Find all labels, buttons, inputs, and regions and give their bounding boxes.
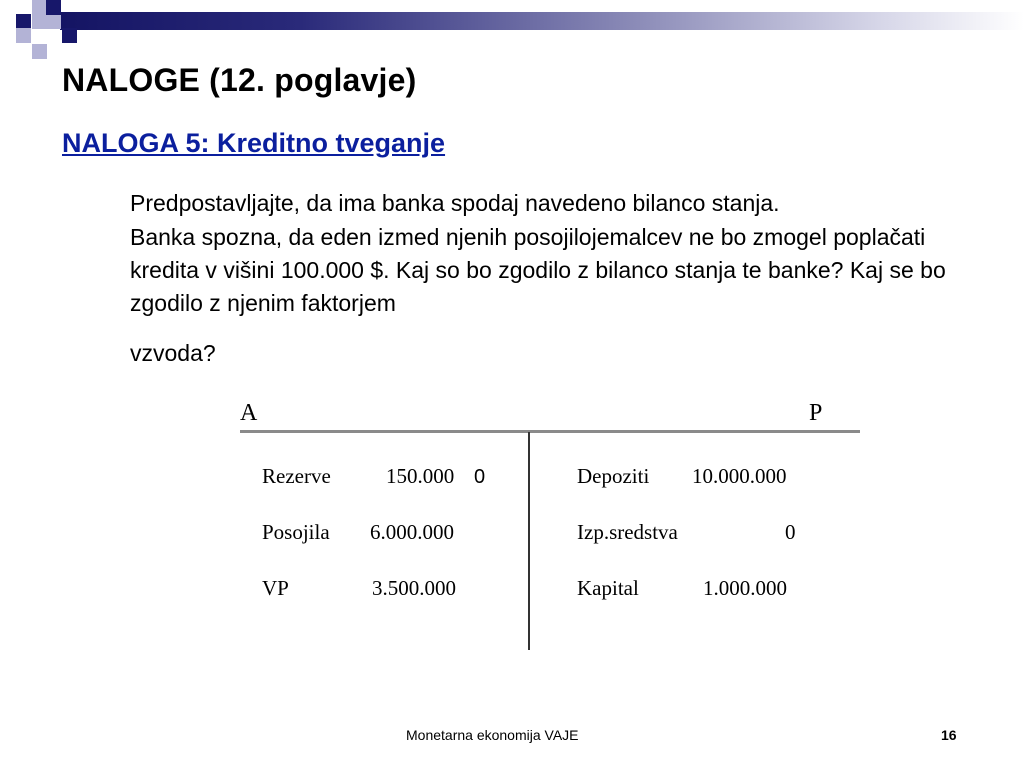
header-square-decor [32,44,47,59]
assets-header: A [240,400,258,426]
task-heading: NALOGA 5: Kreditno tveganje [62,128,446,158]
header-square-decor [46,0,61,15]
asset-value: 6.000.000 [370,520,454,544]
balance-sheet [236,396,862,652]
footer-text: Monetarna ekonomija VAJE [406,727,579,743]
task-text-last: vzvoda? [130,340,216,366]
header-square-decor [46,14,61,29]
liability-value: 1.000.000 [703,576,787,600]
header-square-decor [62,28,77,43]
liability-value: 0 [785,520,796,544]
liability-value: 10.000.000 [692,464,787,488]
task-text-body: Banka spozna, da eden izmed njenih posojilojemalcev ne bo zmogel poplačati kredita v višini 100.000 $. Kaj so bo zgodilo z bilanco stanja te banke? Kaj se bo zgodilo z njenim faktorjem [130,224,946,316]
asset-value: 3.500.000 [372,576,456,600]
balance-sheet-rule [240,430,860,433]
slide-title: NALOGE (12. poglavje) [62,62,417,98]
liability-label: Izp.sredstva [577,520,678,544]
asset-value: 150.000 [386,464,455,488]
asset-label: Posojila [262,520,330,544]
asset-label: Rezerve [262,464,331,488]
asset-label: VP [262,576,289,600]
header-square-decor [32,14,47,29]
reserve-annotation: 0 [474,466,486,488]
liability-label: Kapital [577,576,639,600]
balance-sheet-divider [528,432,530,650]
liabilities-header: P [809,400,823,426]
header-gradient-bar [60,12,1024,30]
task-text-first-line: Predpostavljajte, da ima banka spodaj navedeno bilanco stanja. [130,190,780,216]
task-text [130,186,950,371]
page-number: 16 [941,727,957,743]
header-square-decor [16,28,31,43]
header-square-decor [16,14,31,29]
header-square-decor [32,0,47,15]
liability-label: Depoziti [577,464,650,488]
